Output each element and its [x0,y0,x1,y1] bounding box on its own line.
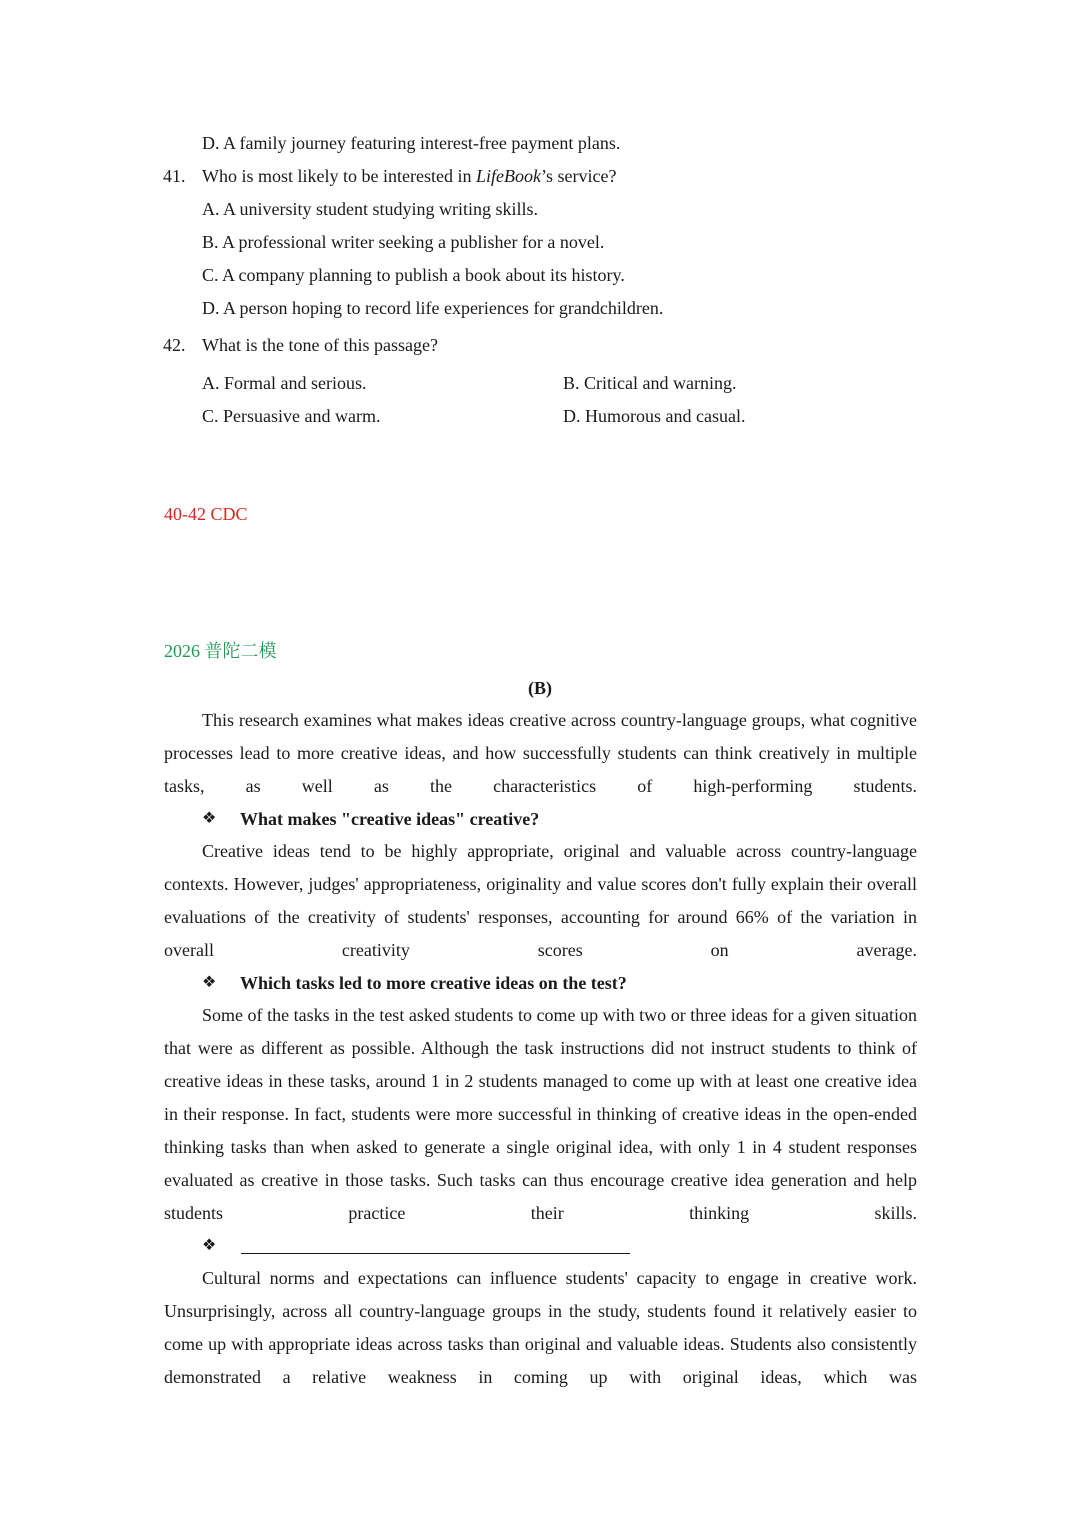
q42-option-b: B. Critical and warning. [563,373,737,393]
source-label: 2026 普陀二模 [164,641,277,661]
paragraph-creative-ideas: Creative ideas tend to be highly appropriate, original and valuable across country-language contexts. However, judges' appropriateness, originality and value scores don't fully explain their overall evaluations of the creativity of students' responses, accounting for around 66% of the variation in overall creativity scores on average. [164,841,917,960]
q42-option-c: C. Persuasive and warm. [202,406,381,426]
bullet-icon: ❖ [202,1237,217,1254]
q41-option-b: B. A professional writer seeking a publisher for a novel. [202,232,605,252]
q41-option-a: A. A university student studying writing skills. [202,199,539,219]
heading-tasks: Which tasks led to more creative ideas on the test? [240,973,627,993]
heading-blank-line [241,1253,630,1254]
intro-paragraph: This research examines what makes ideas creative across country-language groups, what cognitive processes lead to more creative ideas, and how successfully students can think creatively in multiple tasks, as well as the characteristics of high-performing students. [164,710,917,796]
q41-stem-text: Who is most likely to be interested in [202,166,476,186]
q41-option-d: D. A person hoping to record life experiences for grandchildren. [202,298,664,318]
heading-creative-ideas: What makes "creative ideas" creative? [240,809,540,829]
q41-stem-italic: LifeBook [475,166,541,186]
section-title: (B) [528,678,552,698]
answer-key: 40-42 CDC [164,504,248,524]
q41-stem [202,165,616,187]
q42-option-d: D. Humorous and casual. [563,406,746,426]
q41-number: 41. [163,166,186,186]
paragraph-tasks: Some of the tasks in the test asked students to come up with two or three ideas for a given situation that were as different as possible. Although the task instructions did not instruct students to think of creative ideas in these tasks, around 1 in 2 students managed to come up with at least one creative idea in their response. In fact, students were more successful in thinking of creative ideas in the open-ended thinking tasks than when asked to generate a single original idea, with only 1 in 4 student responses evaluated as creative in those tasks. Such tasks can thus encourage creative idea generation and help students practice their thinking skills. [164,1005,917,1223]
bullet-icon: ❖ [202,974,217,991]
q41-stem-text-end: ’s service? [540,166,617,186]
q42-stem: What is the tone of this passage? [202,335,438,355]
q40-option-d: D. A family journey featuring interest-free payment plans. [202,133,621,153]
q42-number: 42. [163,335,186,355]
paragraph-cultural-norms: Cultural norms and expectations can influence students' capacity to engage in creative work. Unsurprisingly, across all country-language groups in the study, students found it relatively easier to come up with appropriate ideas across tasks than original and valuable ideas. Students also consistently demonstrated a relative weakness in coming up with original ideas, which was [164,1268,917,1387]
q42-option-a: A. Formal and serious. [202,373,367,393]
q41-option-c: C. A company planning to publish a book about its history. [202,265,625,285]
bullet-icon: ❖ [202,810,217,827]
